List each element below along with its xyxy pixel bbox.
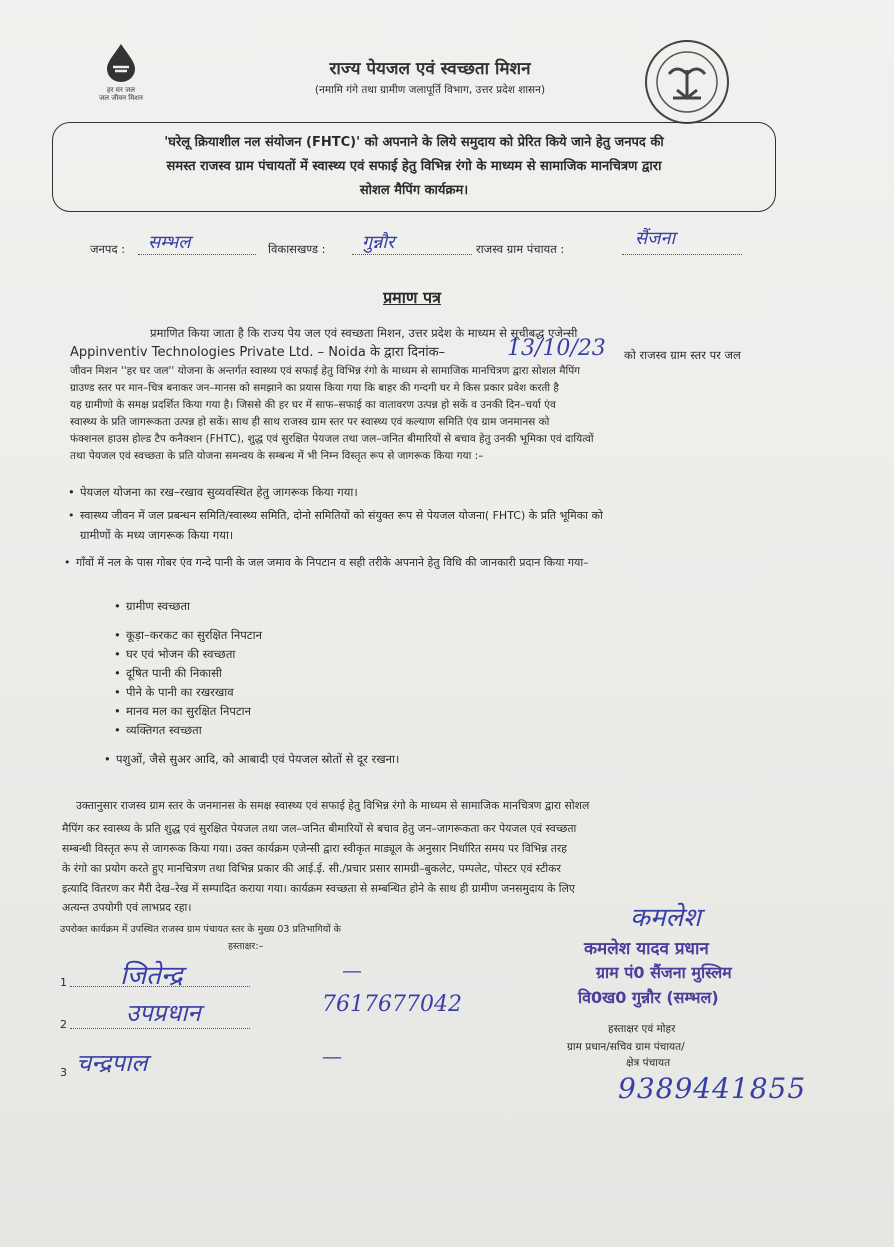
mission-title: राज्य पेयजल एवं स्वच्छता मिशन xyxy=(329,59,531,79)
para1-line-7: फंक्शनल हाउस होल्ड टैप कनैक्शन (FHTC), शुद्ध एवं सुरक्षित पेयजल तथा जल–जनित बीमारियों से बचाव हेतु उनकी भूमिका एवं दायित्वों xyxy=(70,433,594,445)
bullet-2-cont: ग्रामीणों के मध्य जागरूक किया गया। xyxy=(80,528,234,542)
logo-text-1: हर घर जल xyxy=(107,86,135,94)
certificate-title: प्रमाण पत्र xyxy=(383,288,441,307)
participant-1-phone: — xyxy=(342,958,362,982)
bullet-1: • पेयजल योजना का रख–रखाव सुव्यवस्थित हेतु जागरूक किया गया। xyxy=(80,485,358,499)
participant-2-phone: 7617677042 xyxy=(322,992,462,1017)
para1-line-3: जीवन मिशन ''हर घर जल'' योजना के अन्तर्गत स्वास्थ्य एवं सफाई हेतु विभिन्न रंगो के माध्यम से सामाजिक मानचित्रण द्वारा सोशल मैपिंग xyxy=(70,365,581,377)
participant-1 xyxy=(60,958,480,992)
mission-subtitle: (नमामि गंगे तथा ग्रामीण जलापूर्ति विभाग, उत्तर प्रदेश शासन) xyxy=(314,84,546,96)
para2-line-6: अत्यन्त उपयोगी एवं लाभप्रद रहा। xyxy=(62,901,192,914)
participant-2-number: 2 xyxy=(60,1018,67,1031)
sub-item-3: • घर एवं भोजन की स्वच्छता xyxy=(126,647,235,661)
para2-line-1: उक्तानुसार राजस्व ग्राम स्तर के जनमानस के समक्ष स्वास्थ्य एवं सफाई हेतु विभिन्न रंगो के माध्यम से सामाजिक मानचित्रण द्वारा सोशल xyxy=(76,799,590,812)
block-label: विकासखण्ड : xyxy=(268,242,326,256)
participants-heading: उपरोक्त कार्यक्रम में उपस्थित राजस्व ग्राम पंचायत स्तर के मुख्य 03 प्रतिभागियों के xyxy=(60,924,341,935)
last-bullet: • पशुओं, जैसे सुअर आदि, को आबादी एवं पेयजल स्रोतों से दूर रखना। xyxy=(116,752,399,766)
sub-item-1: • ग्रामीण स्वच्छता xyxy=(126,599,190,613)
sign-label-3: क्षेत्र पंचायत xyxy=(626,1057,671,1069)
participant-3 xyxy=(60,1044,480,1084)
participant-1-number: 1 xyxy=(60,976,67,989)
program-line-3: सोशल मैपिंग कार्यक्रम। xyxy=(359,183,469,198)
para1-line-4: ग्राउण्ड स्तर पर मान–चित्र बनाकर जन–मानस को समझाने का प्रयास किया गया कि बाहर की गन्दगी घर मे किस प्रकार प्रवेश करती है xyxy=(70,382,559,394)
program-line-2: समस्त राजस्व ग्राम पंचायतों में स्वास्थ्य एवं सफाई हेतु विभिन्न रंगो के माध्यम से सामाजिक मानचित्रण द्वारा xyxy=(166,159,662,174)
sub-item-6: • मानव मल का सुरक्षित निपटान xyxy=(126,704,251,718)
jal-jeevan-mission-logo xyxy=(90,42,152,110)
participant-2-signature: उपप्रधान xyxy=(126,999,201,1027)
para1-line-2a: Appinventiv Technologies Private Ltd. – Noida के द्वारा दिनांक– xyxy=(70,345,446,360)
district-label: जनपद : xyxy=(90,242,126,256)
pradhan-phone: 9389441855 xyxy=(618,1072,807,1105)
para2-line-5: इत्यादि वितरण कर मैरी देख–रेख में सम्पादित कराया गया। कार्यक्रम स्वच्छता से सम्बन्धित होने के साथ ही ग्रामीण जनसमुदाय के लिए xyxy=(62,882,575,895)
para2-line-3: सम्बन्धी विस्तृत रूप से जागरूक किया गया। उक्त कार्यक्रम एजेन्सी द्वारा स्वीकृत माड्यूल के अनुसार निर्धारित समय पर विभिन्न तरह xyxy=(62,842,568,855)
sub-item-4: • दूषित पानी की निकासी xyxy=(126,666,222,680)
program-line-1: 'घरेलू क्रियाशील नल संयोजन (FHTC)' को अपनाने के लिये समुदाय को प्रेरित किये जाने हेतु जनपद की xyxy=(164,135,664,150)
panchayat-value: सैंजना xyxy=(635,228,676,249)
water-drop-icon xyxy=(101,42,141,82)
sub-item-2: • कूड़ा–करकट का सुरक्षित निपटान xyxy=(126,628,262,642)
bullet-2: • स्वास्थ्य जीवन में जल प्रबन्धन समिति/स्वास्थ्य समिति, दोनो समितियों को संयुक्त रूप से पेयजल योजना( FHTC) के प्रति भूमिका को xyxy=(80,509,603,523)
para1-line-2b: को राजस्व ग्राम स्तर पर जल xyxy=(624,348,741,362)
event-date: 13/10/23 xyxy=(507,336,606,361)
participant-2 xyxy=(60,992,480,1034)
location-row xyxy=(90,228,790,262)
para1-line-1: प्रमाणित किया जाता है कि राज्य पेय जल एवं स्वच्छता मिशन, उत्तर प्रदेश के माध्यम से सूचीबद्ध एजेन्सी xyxy=(150,326,578,340)
para2-line-2: मैपिंग कर स्वास्थ्य के प्रति शुद्ध एवं सुरक्षित पेयजल तथा जल–जनित बीमारियों से बचाव हेतु जन–जागरूकता कर पेयजल एवं स्वच्छता xyxy=(62,822,577,835)
para1-line-6: स्वास्थ्य के प्रति जागरूकता उत्पन्न हो सकें। साथ ही साथ राजस्व ग्राम स्तर पर स्वास्थ्य एवं कल्याण समिति एंव ग्राम जनमानस को xyxy=(70,416,550,428)
para1-line-5: यह ग्रामीणो के समक्ष प्रदर्शित किया गया है। जिससे की हर घर में साफ–सफाई का वातावरण उत्पन्न हो सकें व उनकी दिन–चर्या एंव xyxy=(70,399,556,411)
panchayat-label: राजस्व ग्राम पंचायत : xyxy=(476,242,565,256)
participant-1-signature: जितेन्द्र xyxy=(120,961,183,991)
stamp-line-2: ग्राम पं0 सैंजना मुस्लिम xyxy=(596,963,732,982)
emblem-icon xyxy=(647,42,727,122)
up-government-emblem xyxy=(645,40,729,124)
stamp-line-1: कमलेश यादव प्रधान xyxy=(584,939,709,959)
pradhan-signature: कमलेश xyxy=(630,903,701,933)
participants-heading-2: हस्ताक्षर:– xyxy=(228,941,264,952)
stamp-line-3: वि0ख0 गुन्नौर (सम्भल) xyxy=(578,988,719,1007)
participant-3-number: 3 xyxy=(60,1066,67,1079)
para1-line-8: तथा पेयजल एवं स्वच्छता के प्रति योजना समन्वय के सम्बन्ध में भी निम्न विस्तृत रूप से जागरूक किया गया :– xyxy=(70,450,484,462)
participant-3-phone: — xyxy=(322,1044,342,1068)
district-value: सम्भल xyxy=(148,232,191,253)
block-value: गुन्नौर xyxy=(362,232,395,253)
logo-text-2: जल जीवन मिशन xyxy=(99,94,143,102)
participant-3-signature: चन्द्रपाल xyxy=(76,1049,148,1077)
para2-line-4: के रंगो का प्रयोग करते हुए मानचित्रण तथा विभिन्न प्रकार की आई.ई. सी./प्रचार प्रसार सामग्री–बुकलेट, पम्पलेट, पोस्टर एवं स्टीकर xyxy=(62,862,561,875)
sign-label-1: हस्ताक्षर एवं मोहर xyxy=(608,1023,676,1035)
sub-item-7: • व्यक्तिगत स्वच्छता xyxy=(126,723,202,737)
program-title-box xyxy=(52,122,776,212)
bullet-3: • गाँवों में नल के पास गोबर एंव गन्दे पानी के जल जमाव के निपटान व सही तरीके अपनाने हेतु विधि की जानकारी प्रदान किया गया– xyxy=(76,556,589,570)
sign-label-2: ग्राम प्रधान/सचिव ग्राम पंचायत/ xyxy=(567,1041,685,1053)
sub-item-5: • पीने के पानी का रखरखाव xyxy=(126,685,234,699)
